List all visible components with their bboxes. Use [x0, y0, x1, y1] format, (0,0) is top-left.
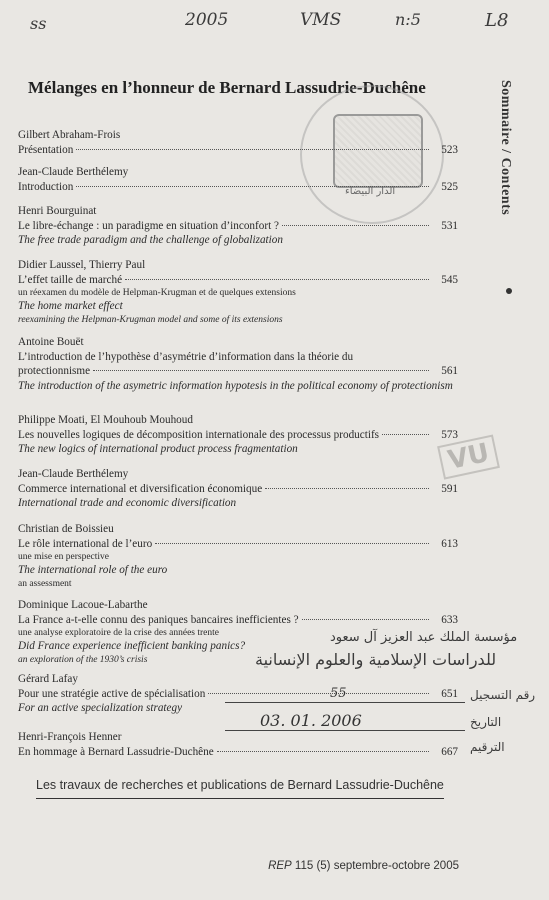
- toc-entry: [18, 522, 458, 590]
- entry-page: 591: [441, 482, 458, 495]
- date-underline: [225, 730, 465, 731]
- entry-title-line: [18, 745, 458, 760]
- toc-entry: [18, 335, 458, 393]
- entry-english-subtitle: reexamining the Helpman-Krugman model and some of its extensions: [18, 314, 283, 325]
- entry-title: Pour une stratégie active de spécialisation: [18, 687, 206, 700]
- entry-title-line: [18, 428, 458, 443]
- side-label-text: Sommaire / Contents: [498, 80, 513, 216]
- entry-author: Jean-Claude Berthélemy: [18, 468, 129, 480]
- entry-title: protectionnisme: [18, 365, 91, 377]
- entry-title-line: [18, 687, 458, 702]
- toc-entry: [18, 672, 458, 716]
- journal-reference: [268, 860, 459, 872]
- toc-entry: [18, 258, 458, 326]
- entry-english-title: The introduction of the asymetric information hypotesis in the political economy of protectionism: [18, 379, 453, 392]
- handwritten-code: VMS: [300, 10, 342, 30]
- handwritten-note: ss: [30, 14, 47, 33]
- toc-entry: [18, 204, 458, 248]
- leader-dots: [93, 370, 429, 371]
- entry-english-title: For an active specialization strategy: [18, 702, 183, 714]
- leader-dots: [302, 619, 429, 620]
- foundation-stamp-line2: للدراسات الإسلامية والعلوم الإنسانية: [255, 650, 497, 669]
- entry-title: Présentation: [18, 143, 74, 156]
- entry-title: La France a-t-elle connu des paniques bancaires inefficientes ?: [18, 613, 299, 626]
- entry-author: Dominique Lacoue-Labarthe: [18, 599, 148, 611]
- entry-title-line: [18, 482, 458, 497]
- entry-english-subtitle: an assessment: [18, 578, 72, 589]
- handwritten-mark: L8: [485, 10, 509, 31]
- entry-author: Gérard Lafay: [18, 673, 78, 685]
- entry-english-title: The free trade paradigm and the challenge of globalization: [18, 234, 283, 246]
- leader-dots: [76, 186, 429, 187]
- entry-page: 561: [441, 365, 458, 377]
- publications-heading: Les travaux de recherches et publications de Bernard Lassudrie-Duchêne: [36, 778, 444, 799]
- entry-author: Christian de Boissieu: [18, 523, 114, 535]
- toc-entry: [18, 467, 458, 511]
- journal-issue: 115 (5) septembre-octobre 2005: [294, 860, 459, 872]
- toc-entry: [18, 128, 458, 157]
- entry-subtitle: une analyse exploratoire de la crise des années trente: [18, 628, 219, 638]
- registration-label: رقم التسجيل: [470, 688, 536, 702]
- handwritten-year: 2005: [185, 10, 229, 30]
- entry-page: 651: [441, 687, 458, 700]
- leader-dots: [282, 225, 429, 226]
- entry-title: L’effet taille de marché: [18, 273, 123, 286]
- entry-title: Commerce international et diversification économique: [18, 482, 263, 495]
- entry-title-line: [18, 364, 458, 379]
- entry-english-subtitle: an exploration of the 1930’s crisis: [18, 654, 148, 665]
- entry-subtitle: un réexamen du modèle de Helpman-Krugman et de quelques extensions: [18, 288, 296, 298]
- entry-author: Henri-François Henner: [18, 731, 122, 743]
- entry-page: 613: [441, 537, 458, 550]
- handwritten-issue: n:5: [395, 10, 421, 29]
- leader-dots: [125, 279, 429, 280]
- entry-english-title: International trade and economic diversification: [18, 497, 237, 509]
- entry-page: 545: [441, 273, 458, 286]
- entry-title-line: [18, 537, 458, 552]
- entry-author: Gilbert Abraham-Frois: [18, 129, 121, 141]
- entry-author: Philippe Moati, El Mouhoub Mouhoud: [18, 414, 193, 426]
- vu-stamp: VU: [437, 434, 500, 479]
- toc-entry: [18, 413, 458, 457]
- entry-author: Jean-Claude Berthélemy: [18, 166, 129, 178]
- entry-title-line: [18, 143, 458, 158]
- date-label: التاريخ: [470, 715, 502, 729]
- foundation-stamp-line1: مؤسسة الملك عبد العزيز آل سعود: [330, 630, 518, 645]
- entry-english-title: The home market effect: [18, 300, 123, 312]
- entry-title: En hommage à Bernard Lassudrie-Duchêne: [18, 745, 214, 758]
- entry-subtitle: une mise en perspective: [18, 552, 110, 562]
- toc-entry: [18, 730, 458, 759]
- registration-number: 55: [330, 686, 347, 701]
- leader-dots: [382, 434, 429, 435]
- entry-title-line: [18, 180, 458, 195]
- entry-english-title: The international role of the euro: [18, 564, 168, 576]
- side-label: [497, 80, 527, 295]
- entry-page: 525: [441, 180, 458, 193]
- entry-title: Le libre-échange : un paradigme en situation d’inconfort ?: [18, 219, 279, 232]
- entry-title-line: [18, 219, 458, 234]
- entry-title: Les nouvelles logiques de décomposition internationale des processus productifs: [18, 428, 380, 441]
- entry-page: 573: [441, 428, 458, 441]
- classification-label: الترقيم: [470, 740, 505, 754]
- leader-dots: [155, 543, 429, 544]
- entry-title-line: [18, 273, 458, 288]
- entry-title: Introduction: [18, 180, 74, 193]
- entry-author: Henri Bourguinat: [18, 205, 97, 217]
- journal-name: REP: [268, 860, 292, 872]
- leader-dots: [208, 693, 429, 694]
- library-stamp-text: الدار البيضاء: [345, 186, 396, 197]
- entry-author: Antoine Bouët: [18, 336, 84, 348]
- leader-dots: [265, 488, 429, 489]
- entry-page: 667: [441, 745, 458, 758]
- entry-title: Le rôle international de l’euro: [18, 537, 153, 550]
- entry-english-title: The new logics of international product process fragmentation: [18, 443, 298, 455]
- entry-page: 531: [441, 219, 458, 232]
- entry-author: Didier Laussel, Thierry Paul: [18, 259, 146, 271]
- entry-title-wrap: L’introduction de l’hypothèse d’asymétrie d’information dans la théorie du: [18, 350, 354, 363]
- bullet-icon: [506, 288, 512, 294]
- leader-dots: [76, 149, 429, 150]
- toc-entry: [18, 165, 458, 194]
- registration-underline: [225, 702, 465, 703]
- handwritten-date: 03. 01. 2006: [260, 711, 362, 730]
- leader-dots: [217, 751, 429, 752]
- entry-english-title: Did France experience inefficient banking panics?: [18, 640, 246, 652]
- entry-page: 523: [441, 143, 458, 156]
- entry-page: 633: [441, 613, 458, 626]
- page-title: Mélanges en l’honneur de Bernard Lassudrie-Duchêne: [28, 78, 426, 97]
- entry-title-line: [18, 613, 458, 628]
